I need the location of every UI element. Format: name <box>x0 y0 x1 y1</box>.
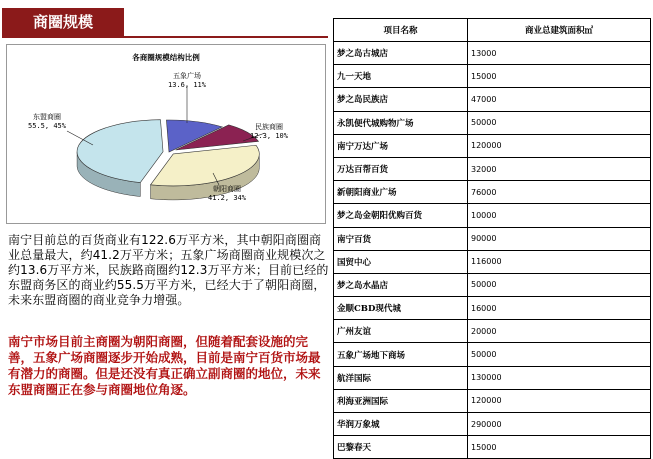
project-name-cell: 五象广场地下商场 <box>334 343 468 366</box>
table-row <box>334 204 651 227</box>
table-row <box>334 273 651 296</box>
slice-value-label: 55.5, 45% <box>28 122 66 130</box>
summary-paragraph: 南宁目前总的百货商业有122.6万平方米，其中朝阳商圈商业总量最大，约41.2万平方米；五象广场商圈商业规模次之约13.6万平方米，民族路商圈约12.3万平方米；目前已经的东盟商务区的商业约55.5万平方米，已经大于了朝阳商圈，未来东盟商圈的商业竞争力增强。 <box>8 233 329 307</box>
column-header-area: 商业总建筑面积㎡ <box>468 19 651 42</box>
project-name-cell: 新朝阳商业广场 <box>334 181 468 204</box>
chart-title: 各商圈规模结构比例 <box>132 53 200 62</box>
slice-value-label: 12.3, 10% <box>250 132 288 140</box>
project-table <box>333 18 651 459</box>
project-name-cell: 金顺CBD现代城 <box>334 297 468 320</box>
highlight-paragraph: 南宁市场目前主商圈为朝阳商圈，但随着配套设施的完善，五象广场商圈逐步开始成熟，目前是南宁百货市场最有潜力的商圈。但是还没有真正确立副商圈的地位，未来东盟商圈正在参与商圈地位角逐。 <box>8 334 321 397</box>
area-cell: 120000 <box>468 134 651 157</box>
area-cell: 50000 <box>468 273 651 296</box>
area-cell: 130000 <box>468 366 651 389</box>
slice-name-label: 东盟商圈 <box>33 113 61 121</box>
table-row <box>334 366 651 389</box>
table-body <box>334 42 651 459</box>
project-name-cell: 永凯便代城购物广场 <box>334 111 468 134</box>
project-name-cell: 国贸中心 <box>334 250 468 273</box>
pie-chart <box>6 44 326 224</box>
project-name-cell: 华润万象城 <box>334 413 468 436</box>
area-cell: 15000 <box>468 65 651 88</box>
pie-chart-svg <box>7 45 325 223</box>
table-row <box>334 134 651 157</box>
area-cell: 47000 <box>468 88 651 111</box>
table-row <box>334 389 651 412</box>
area-cell: 76000 <box>468 181 651 204</box>
column-header-name: 项目名称 <box>334 19 468 42</box>
table-row <box>334 343 651 366</box>
table-row <box>334 227 651 250</box>
project-name-cell: 南宁万达广场 <box>334 134 468 157</box>
table-row <box>334 250 651 273</box>
project-name-cell: 巴黎春天 <box>334 436 468 459</box>
project-name-cell: 万达百帮百货 <box>334 157 468 180</box>
area-cell: 116000 <box>468 250 651 273</box>
area-cell: 120000 <box>468 389 651 412</box>
area-cell: 50000 <box>468 343 651 366</box>
section-title: 商圈规模 <box>2 8 124 36</box>
table-row <box>334 413 651 436</box>
project-name-cell: 梦之岛金朝阳优购百货 <box>334 204 468 227</box>
table-row <box>334 297 651 320</box>
table-header-row <box>334 19 651 42</box>
area-cell: 10000 <box>468 204 651 227</box>
table-row <box>334 436 651 459</box>
slice-value-label: 41.2, 34% <box>208 194 246 202</box>
table-row <box>334 111 651 134</box>
slice-name-label: 朝阳商圈 <box>213 185 241 193</box>
table-row <box>334 157 651 180</box>
area-cell: 90000 <box>468 227 651 250</box>
area-cell: 290000 <box>468 413 651 436</box>
project-name-cell: 广州友谊 <box>334 320 468 343</box>
area-cell: 15000 <box>468 436 651 459</box>
project-name-cell: 九一天地 <box>334 65 468 88</box>
table-row <box>334 181 651 204</box>
area-cell: 16000 <box>468 297 651 320</box>
table-row <box>334 320 651 343</box>
project-name-cell: 南宁百货 <box>334 227 468 250</box>
slice-value-label: 13.6, 11% <box>168 81 206 89</box>
slice-name-label: 五象广场 <box>173 72 201 80</box>
project-name-cell: 梦之岛民族店 <box>334 88 468 111</box>
table-row <box>334 88 651 111</box>
project-name-cell: 利海亚洲国际 <box>334 389 468 412</box>
table-row <box>334 65 651 88</box>
area-cell: 50000 <box>468 111 651 134</box>
project-name-cell: 航洋国际 <box>334 366 468 389</box>
project-name-cell: 梦之岛古城店 <box>334 42 468 65</box>
title-divider <box>2 36 328 38</box>
area-cell: 13000 <box>468 42 651 65</box>
area-cell: 20000 <box>468 320 651 343</box>
table-row <box>334 42 651 65</box>
project-name-cell: 梦之岛水晶店 <box>334 273 468 296</box>
slice-name-label: 民族商圈 <box>255 123 283 131</box>
area-cell: 32000 <box>468 157 651 180</box>
